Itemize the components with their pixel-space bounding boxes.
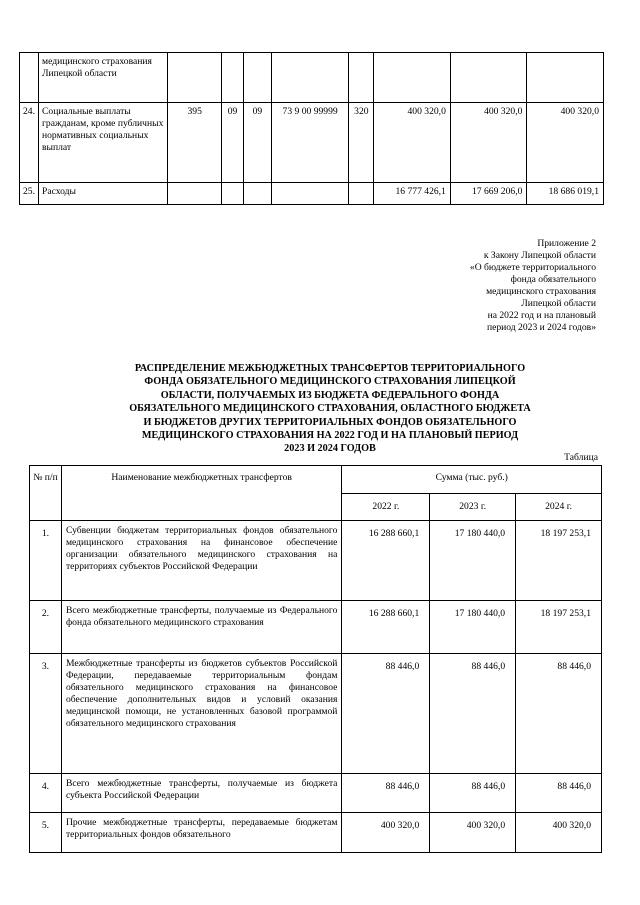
amount-2022: 16 288 660,1 — [342, 601, 430, 654]
amount-2022: 400 320,0 — [342, 813, 430, 853]
table-row — [30, 813, 602, 853]
amount-2022: 88 446,0 — [342, 774, 430, 813]
title-line: МЕДИЦИНСКОГО СТРАХОВАНИЯ НА 2022 ГОД И НА ПЛАНОВЫЙ ПЕРИОД — [141, 430, 519, 442]
row-number: 4. — [30, 774, 62, 813]
budget-table — [19, 52, 604, 205]
row-name: Всего межбюджетные трансферты, получаемые из Федерального фонда обязательного медицинского страхования — [61, 601, 341, 654]
row-number: 3. — [30, 654, 62, 774]
appendix-line: фонда обязательного — [510, 274, 596, 285]
table-row — [30, 654, 602, 774]
amount-2022: 16 777 426,1 — [374, 183, 451, 205]
amount-2022: 400 320,0 — [374, 103, 451, 183]
row-number: 5. — [30, 813, 62, 853]
amount-2022 — [374, 53, 451, 103]
expense-type — [349, 53, 374, 103]
amount-2024: 88 446,0 — [516, 774, 602, 813]
transfers-table — [29, 465, 602, 853]
expense-type: 320 — [349, 103, 374, 183]
section — [222, 53, 244, 103]
amount-2024: 18 686 019,1 — [527, 183, 604, 205]
amount-2023: 400 320,0 — [450, 103, 527, 183]
amount-2023: 17 180 440,0 — [430, 601, 516, 654]
row-number — [20, 53, 39, 103]
appendix-line: к Закону Липецкой области — [483, 250, 596, 261]
appendix-line: Приложение 2 — [537, 238, 596, 249]
row-number: 25. — [20, 183, 39, 205]
row-name: медицинского страхования Липецкой области — [39, 53, 168, 103]
admin-code — [168, 53, 222, 103]
amount-2024: 400 320,0 — [527, 103, 604, 183]
amount-2023: 17 180 440,0 — [430, 521, 516, 601]
appendix-line: «О бюджете территориального — [469, 262, 596, 273]
header-2023: 2023 г. — [430, 494, 516, 521]
title-line: ФОНДА ОБЯЗАТЕЛЬНОГО МЕДИЦИНСКОГО СТРАХОВАНИЯ ЛИПЕЦКОЙ — [144, 376, 516, 388]
amount-2023: 17 669 206,0 — [450, 183, 527, 205]
table-row — [20, 53, 604, 103]
row-number: 1. — [30, 521, 62, 601]
row-name: Межбюджетные трансферты из бюджетов субъектов Российской Федерации, передаваемые территориальным фондам обязательного медицинского страхования на финансовое обеспечение дополнительных видов и условий оказания медицинской помощи, не установленных базовой программой обязательного медицинского страхования — [61, 654, 341, 774]
appendix-line: Липецкой области — [521, 298, 596, 309]
table-row — [20, 103, 604, 183]
title-line: ОБЯЗАТЕЛЬНОГО МЕДИЦИНСКОГО СТРАХОВАНИЯ, ОБЛАСТНОГО БЮДЖЕТА — [129, 403, 531, 415]
header-2024: 2024 г. — [516, 494, 602, 521]
section: 09 — [222, 103, 244, 183]
row-name: Прочие межбюджетные трансферты, передаваемые бюджетам территориальных фондов обязательного — [61, 813, 341, 853]
amount-2023 — [450, 53, 527, 103]
admin-code — [168, 183, 222, 205]
appendix-line: медицинского страхования — [486, 286, 596, 297]
amount-2024: 18 197 253,1 — [516, 601, 602, 654]
header-2022: 2022 г. — [342, 494, 430, 521]
amount-2024: 400 320,0 — [516, 813, 602, 853]
appendix-line: период 2023 и 2024 годов» — [486, 322, 596, 333]
header-sum: Сумма (тыс. руб.) — [342, 466, 602, 494]
amount-2023: 88 446,0 — [430, 654, 516, 774]
title-line: 2023 И 2024 ГОДОВ — [284, 443, 376, 455]
target-article — [271, 53, 349, 103]
table-label: Таблица — [564, 452, 598, 463]
row-name: Расходы — [39, 183, 168, 205]
row-name: Всего межбюджетные трансферты, получаемые из бюджета субъекта Российской Федерации — [61, 774, 341, 813]
amount-2024: 88 446,0 — [516, 654, 602, 774]
row-name: Субвенции бюджетам территориальных фондов обязательного медицинского страхования на финансовое обеспечение организации обязательного медицинского страхования на территориях субъектов Российской Федерации — [61, 521, 341, 601]
appendix-line: на 2022 год и на плановый — [487, 310, 596, 321]
title-line: И БЮДЖЕТОВ ДРУГИХ ТЕРРИТОРИАЛЬНЫХ ФОНДОВ ОБЯЗАТЕЛЬНОГО — [143, 416, 517, 428]
document-title — [70, 362, 590, 456]
table-row — [30, 601, 602, 654]
amount-2023: 88 446,0 — [430, 774, 516, 813]
target-article: 73 9 00 99999 — [271, 103, 349, 183]
row-name: Социальные выплаты гражданам, кроме публичных нормативных социальных выплат — [39, 103, 168, 183]
table-header-row — [30, 466, 602, 494]
admin-code: 395 — [168, 103, 222, 183]
amount-2022: 88 446,0 — [342, 654, 430, 774]
amount-2022: 16 288 660,1 — [342, 521, 430, 601]
section — [222, 183, 244, 205]
header-num: № п/п — [30, 466, 62, 521]
appendix-header — [396, 238, 596, 334]
row-number: 2. — [30, 601, 62, 654]
table-row — [30, 774, 602, 813]
subsection — [243, 53, 271, 103]
title-line: ОБЛАСТИ, ПОЛУЧАЕМЫХ ИЗ БЮДЖЕТА ФЕДЕРАЛЬНОГО ФОНДА — [160, 389, 500, 401]
table-row — [20, 183, 604, 205]
row-number: 24. — [20, 103, 39, 183]
amount-2023: 400 320,0 — [430, 813, 516, 853]
title-line: РАСПРЕДЕЛЕНИЕ МЕЖБЮДЖЕТНЫХ ТРАНСФЕРТОВ ТЕРРИТОРИАЛЬНОГО — [134, 363, 526, 374]
target-article — [271, 183, 349, 205]
subsection — [243, 183, 271, 205]
amount-2024: 18 197 253,1 — [516, 521, 602, 601]
subsection: 09 — [243, 103, 271, 183]
expense-type — [349, 183, 374, 205]
header-name: Наименование межбюджетных трансфертов — [61, 466, 341, 521]
table-row — [30, 521, 602, 601]
amount-2024 — [527, 53, 604, 103]
